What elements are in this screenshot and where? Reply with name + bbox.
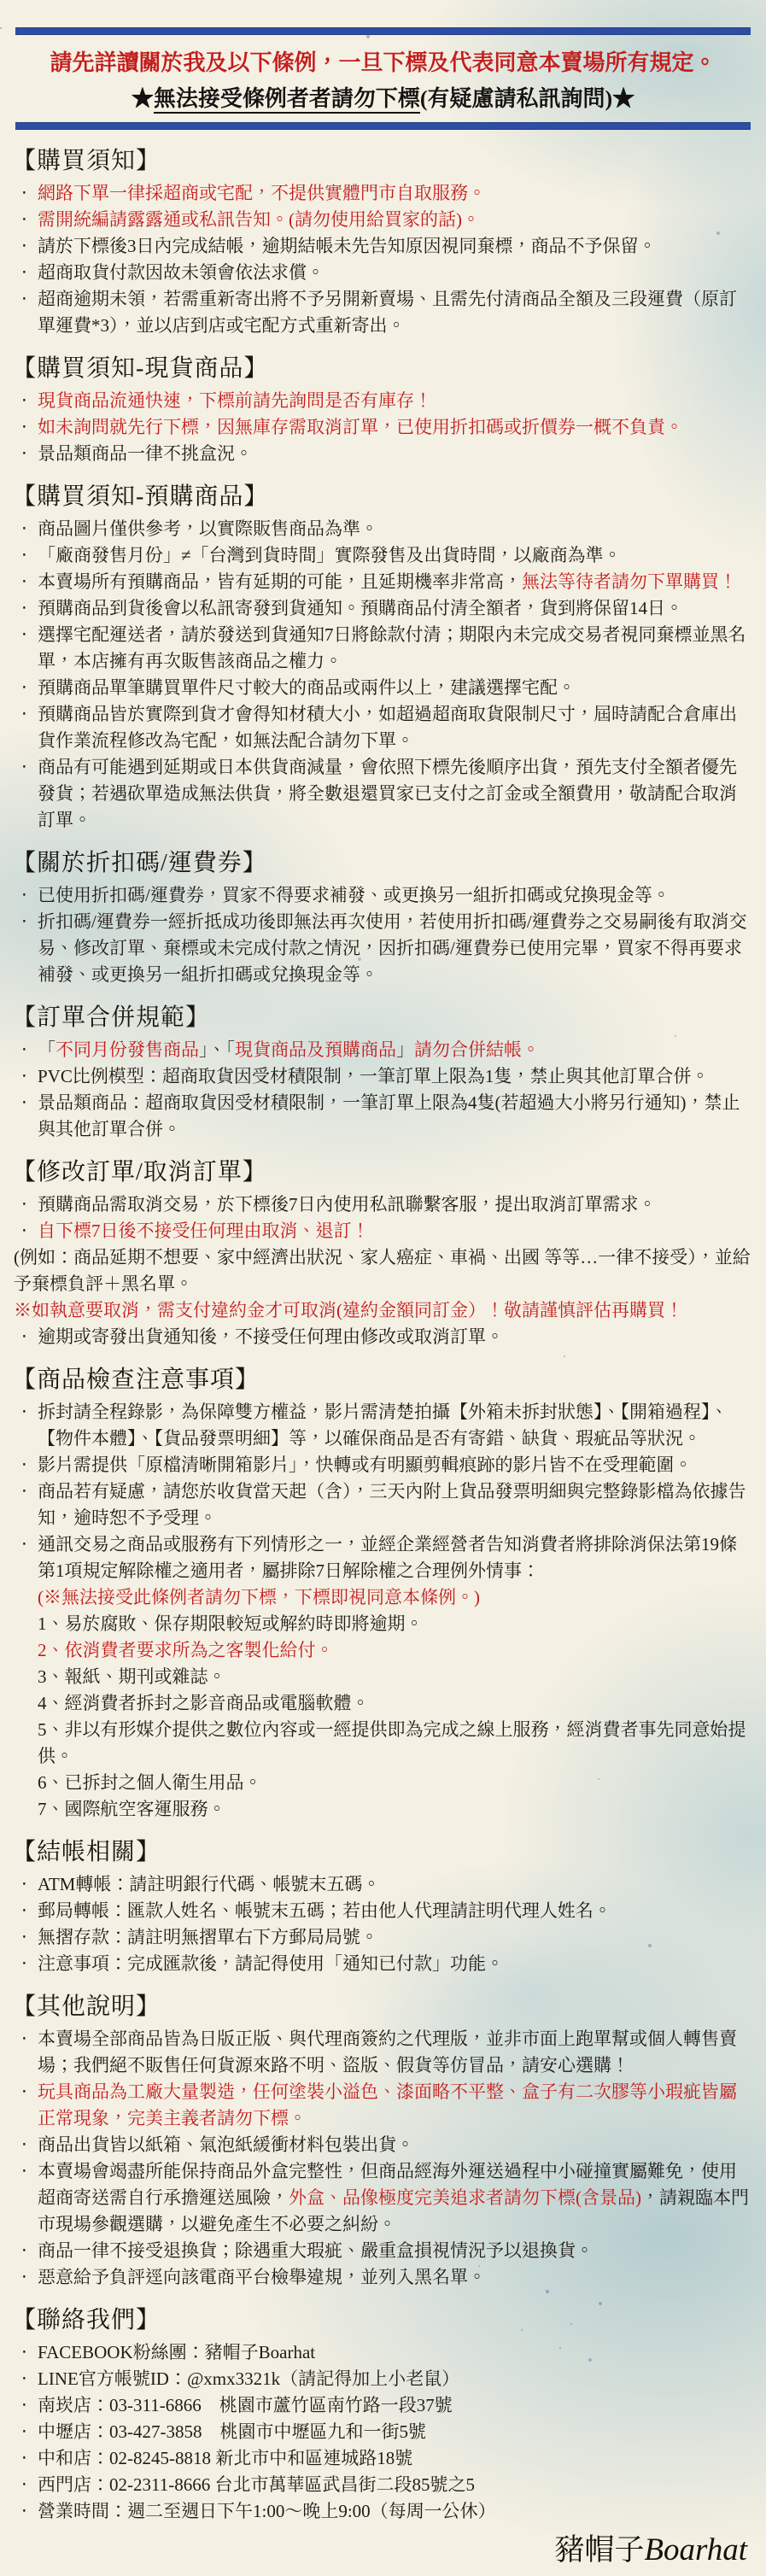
- text-segment: 需開統編請露露通或私訊告知。(請勿使用給買家的話)。: [38, 209, 480, 230]
- list-item: [12, 595, 752, 622]
- text-segment: 請於下標後3日內完成結帳，逾期結帳未先告知原因視同棄標，商品不予保留。: [38, 236, 657, 256]
- list-item: [12, 2445, 752, 2472]
- list-item: [12, 2392, 752, 2419]
- list-note: [12, 1297, 752, 1324]
- star-icon: ★: [612, 86, 635, 111]
- text-segment: 玩具商品為工廠大量製造，任何塗裝小溢色、漆面略不平整、盒子有二次膠等小瑕疵皆屬正常現象，完美主義者請勿下標。: [38, 2081, 737, 2128]
- bullet-dot-icon: ‧: [21, 209, 27, 230]
- text-segment: 現貨商品及預購商品: [235, 1039, 396, 1060]
- list-item: [12, 1063, 752, 1090]
- list-note: [12, 1244, 752, 1297]
- text-segment: 現貨商品流通快速，下標前請先詢問是否有庫存！: [38, 390, 432, 411]
- text-segment: 注意事項：完成匯款後，請記得使用「通知已付款」功能。: [38, 1953, 504, 1974]
- section-title: 【關於折扣碼/運費券】: [12, 850, 267, 876]
- list-item: [12, 207, 752, 233]
- list-item: [12, 1951, 752, 1977]
- text-segment: 」、「: [199, 1039, 235, 1060]
- text-segment: 本賣場全部商品皆為日版正版、與代理商簽約之代理版，並非市面上跑單幫或個人轉售賣場；我們絕不販售任何貨源來路不明、盜版、假貨等仿冒品，請安心選購！: [38, 2029, 737, 2075]
- list-note: [12, 1717, 752, 1770]
- bullet-dot-icon: ‧: [21, 236, 27, 256]
- text-segment: 西門店：02-2311-8666 台北市萬華區武昌街二段85號之5: [38, 2474, 475, 2495]
- terms-section: [12, 1153, 752, 1350]
- list-note: [12, 1770, 752, 1796]
- bullet-dot-icon: ‧: [21, 757, 27, 777]
- text-segment: ATM轉帳：請註明銀行代碼、帳號末五碼。: [38, 1874, 381, 1894]
- list-item: [12, 1037, 752, 1063]
- list-note: [12, 1690, 752, 1717]
- bullet-dot-icon: ‧: [21, 2134, 27, 2155]
- terms-section: [12, 1361, 752, 1823]
- bullet-dot-icon: ‧: [21, 2395, 27, 2415]
- bullet-dot-icon: ‧: [21, 2368, 27, 2389]
- bullet-dot-icon: ‧: [21, 289, 27, 309]
- list-item: [12, 1399, 752, 1452]
- text-segment: 商品一律不接受退換貨；除遇重大瑕疵、嚴重盒損視情況予以退換貨。: [38, 2240, 594, 2261]
- section-title: 【修改訂單/取消訂單】: [12, 1159, 267, 1186]
- bullet-dot-icon: ‧: [21, 571, 27, 592]
- text-segment: 中和店：02-8245-8818 新北市中和區連城路18號: [38, 2448, 413, 2468]
- section-title: 【購買須知】: [12, 148, 161, 174]
- list-item: [12, 286, 752, 339]
- text-segment: 商品出貨皆以紙箱、氣泡紙緩衝材料包裝出貨。: [38, 2134, 414, 2155]
- bullet-dot-icon: ‧: [21, 183, 27, 203]
- bullet-dot-icon: ‧: [21, 1092, 27, 1113]
- text-segment: 請勿合併結帳。: [414, 1039, 540, 1060]
- bullet-dot-icon: ‧: [21, 704, 27, 724]
- list-item: [12, 2264, 752, 2291]
- bullet-dot-icon: ‧: [21, 911, 27, 932]
- list-item: [12, 2366, 752, 2392]
- bullet-dot-icon: ‧: [21, 2161, 27, 2181]
- star-icon: ★: [131, 86, 154, 111]
- notice-underlined-text: 無法接受條例者者請勿下標: [154, 86, 420, 114]
- watercolor-speckles: [0, 27, 2, 29]
- text-segment: 南崁店：03-311-6866 桃園市蘆竹區南竹路一段37號: [38, 2395, 453, 2415]
- list-item: [12, 2026, 752, 2079]
- list-item: [12, 516, 752, 542]
- list-item: [12, 701, 752, 754]
- bullet-dot-icon: ‧: [21, 624, 27, 645]
- bullet-dot-icon: ‧: [21, 417, 27, 437]
- bullet-dot-icon: ‧: [21, 2267, 27, 2287]
- bullet-dot-icon: ‧: [21, 2421, 27, 2442]
- bullet-dot-icon: ‧: [21, 1534, 27, 1554]
- terms-section: [12, 1988, 752, 2291]
- text-segment: 本賣場會竭盡所能保持商品外盒完整性，但商品經海外運送過程中小碰撞實屬難免，使用超商寄送需自行承擔運送風險，: [38, 2161, 737, 2208]
- terms-section: [12, 844, 752, 988]
- text-segment: 外盒、品像極度完美追求者請勿下標(含景品): [289, 2187, 641, 2208]
- list-item: [12, 1452, 752, 1478]
- text-segment: 3、報紙、期刊或雜誌。: [38, 1666, 226, 1687]
- list-note: [12, 1637, 752, 1664]
- bullet-dot-icon: ‧: [21, 443, 27, 464]
- bullet-dot-icon: ‧: [21, 677, 27, 698]
- text-segment: 預購商品到貨後會以私訊寄發到貨通知。預購商品付清全額者，貨到將保留14日。: [38, 598, 683, 618]
- list-item: [12, 1191, 752, 1218]
- text-segment: 」: [396, 1039, 414, 1060]
- bullet-dot-icon: ‧: [21, 1039, 27, 1060]
- list-item: [12, 622, 752, 675]
- section-title: 【購買須知-現貨商品】: [12, 355, 269, 382]
- list-note: [12, 1584, 752, 1611]
- text-segment: LINE官方帳號ID：@xmx3321k（請記得加上小老鼠）: [38, 2368, 460, 2389]
- bullet-dot-icon: ‧: [21, 545, 27, 565]
- bullet-dot-icon: ‧: [21, 598, 27, 618]
- text-segment: 商品圖片僅供參考，以實際販售商品為準。: [38, 518, 378, 539]
- text-segment: 7、國際航空客運服務。: [38, 1799, 226, 1819]
- text-segment: 預購商品皆於實際到貨才會得知材積大小，如超過超商取貨限制尺寸，屆時請配合倉庫出貨作業流程修改為宅配，如無法配合請勿下單。: [38, 704, 737, 751]
- bullet-dot-icon: ‧: [21, 1326, 27, 1347]
- text-segment: 無摺存款：請註明無摺單右下方郵局局號。: [38, 1927, 378, 1947]
- list-item: [12, 260, 752, 286]
- list-item: [12, 882, 752, 909]
- text-segment: FACEBOOK粉絲團：豬帽子Boarhat: [38, 2342, 316, 2362]
- text-segment: 影片需提供「原檔清晰開箱影片」，快轉或有明顯剪輯痕跡的影片皆不在受理範圍。: [38, 1455, 693, 1475]
- text-segment: 本賣場所有預購商品，皆有延期的可能，且延期機率非常高，: [38, 571, 522, 592]
- bullet-dot-icon: ‧: [21, 390, 27, 411]
- text-segment: 郵局轉帳：匯款人姓名、帳號末五碼；若由他人代理請註明代理人姓名。: [38, 1900, 611, 1921]
- text-segment: 自下標7日後不接受任何理由取消、退訂！: [38, 1221, 370, 1241]
- text-segment: (例如：商品延期不想要、家中經濟出狀況、家人癌症、車禍、出國 等等…一律不接受），並給予棄標負評＋黑名單。: [14, 1247, 751, 1294]
- shop-name-latin: Boarhat: [644, 2532, 747, 2567]
- list-item: [12, 1871, 752, 1898]
- list-item: [12, 414, 752, 441]
- list-item: [12, 2079, 752, 2132]
- section-title: 【購買須知-預購商品】: [12, 483, 269, 510]
- bullet-dot-icon: ‧: [21, 2474, 27, 2495]
- bullet-dot-icon: ‧: [21, 1927, 27, 1947]
- bullet-dot-icon: ‧: [21, 1874, 27, 1894]
- list-item: [12, 1924, 752, 1951]
- text-segment: 拆封請全程錄影，為保障雙方權益，影片需清楚拍攝【外箱未拆封狀態】、【開箱過程】、【物件本體】、【貨品發票明細】等，以確保商品是否有寄錯、缺貨、瑕疵品等狀況。: [38, 1402, 728, 1449]
- text-segment: 1、易於腐敗、保存期限較短或解約時即將逾期。: [38, 1613, 424, 1634]
- text-segment: 景品類商品一律不挑盒況。: [38, 443, 253, 464]
- list-item: [12, 1898, 752, 1924]
- list-item: [12, 1324, 752, 1350]
- text-segment: 選擇宅配運送者，請於發送到貨通知7日將餘款付清；期限內未完成交易者視同棄標並黑名單，本店擁有再次販售該商品之權力。: [38, 624, 746, 671]
- list-item: [12, 2238, 752, 2264]
- text-segment: 2、依消費者要求所為之客製化給付。: [38, 1640, 334, 1660]
- bullet-dot-icon: ‧: [21, 1221, 27, 1241]
- list-item: [12, 675, 752, 701]
- text-segment: 5、非以有形媒介提供之數位內容或一經提供即為完成之線上服務，經消費者事先同意始提供。: [38, 1719, 746, 1766]
- list-item: [12, 2158, 752, 2238]
- text-segment: PVC比例模型：超商取貨因受材積限制，一筆訂單上限為1隻，禁止與其他訂單合併。: [38, 1066, 710, 1086]
- section-title: 【結帳相關】: [12, 1839, 161, 1865]
- bullet-dot-icon: ‧: [21, 518, 27, 539]
- text-segment: 超商取貨付款因故未領會依法求償。: [38, 262, 325, 283]
- shop-signature: [554, 2526, 747, 2569]
- bullet-dot-icon: ‧: [21, 1953, 27, 1974]
- text-segment: 無法等待者請勿下單購買！: [522, 571, 737, 592]
- list-item: [12, 233, 752, 260]
- list-note: [12, 1611, 752, 1637]
- text-segment: 網路下單一律採超商或宅配，不提供實體門市自取服務。: [38, 183, 486, 203]
- text-segment: 商品有可能遇到延期或日本供貨商減量，會依照下標先後順序出貨，預先支付全額者優先發貨；若遇砍單造成無法供貨，將全數退還買家已支付之訂金或全額費用，敬請配合取消訂單。: [38, 757, 737, 830]
- terms-sections: [0, 130, 766, 2576]
- bullet-dot-icon: ‧: [21, 1481, 27, 1502]
- list-item: [12, 388, 752, 414]
- list-item: [12, 1090, 752, 1143]
- section-title: 【其他說明】: [12, 1993, 161, 2020]
- bullet-dot-icon: ‧: [21, 2448, 27, 2468]
- text-segment: (※無法接受此條例者請勿下標，下標即視同意本條例。): [38, 1587, 480, 1607]
- list-item: [12, 909, 752, 988]
- terms-section: [12, 477, 752, 834]
- text-segment: 6、已拆封之個人衛生用品。: [38, 1772, 262, 1793]
- bullet-dot-icon: ‧: [21, 1194, 27, 1215]
- text-segment: 如未詢問就先行下標，因無庫存需取消訂單，已使用折扣碼或折價券一概不負責。: [38, 417, 683, 437]
- bullet-dot-icon: ‧: [21, 2342, 27, 2362]
- text-segment: 預購商品需取消交易，於下標後7日內使用私訊聯繫客服，提出取消訂單需求。: [38, 1194, 657, 1215]
- bottom-divider-line: [15, 122, 751, 130]
- text-segment: 逾期或寄發出貨通知後，不接受任何理由修改或取消訂單。: [38, 1326, 504, 1347]
- text-segment: 不同月份發售商品: [56, 1039, 199, 1060]
- bullet-dot-icon: ‧: [21, 1455, 27, 1475]
- text-segment: 營業時間：週二至週日下午1:00～晚上9:00（每周一公休）: [38, 2501, 496, 2521]
- section-title: 【聯絡我們】: [12, 2307, 161, 2333]
- notice-headline-warning: [20, 85, 746, 114]
- text-segment: 景品類商品：超商取貨因受材積限制，一筆訂單上限為4隻(若超過大小將另行通知)，禁止與其他訂單合併。: [38, 1092, 740, 1139]
- shop-name-cjk: 豬帽子: [554, 2533, 645, 2567]
- text-segment: 「廠商發售月份」≠「台灣到貨時間」實際發售及出貨時間，以廠商為準。: [38, 545, 622, 565]
- bullet-dot-icon: ‧: [21, 1066, 27, 1086]
- text-segment: 中壢店：03-427-3858 桃園市中壢區九和一街5號: [38, 2421, 426, 2442]
- list-note: [12, 1796, 752, 1823]
- list-item: [12, 2339, 752, 2366]
- text-segment: ※如執意要取消，需支付違約金才可取消(違約金額同訂金）！敬請謹慎評估再購買！: [14, 1300, 683, 1320]
- list-item: [12, 1478, 752, 1531]
- text-segment: 超商逾期未領，若需重新寄出將不予另開新賣場、且需先付清商品全額及三段運費（原訂單運費*3），並以店到店或宅配方式重新寄出。: [38, 289, 737, 336]
- terms-section: [12, 2301, 752, 2525]
- bullet-dot-icon: ‧: [21, 1402, 27, 1422]
- list-item: [12, 441, 752, 467]
- text-segment: 4、經消費者拆封之影音商品或電腦軟體。: [38, 1693, 370, 1713]
- notice-headline-red: 請先詳讀關於我及以下條例，一旦下標及代表同意本賣場所有規定。: [50, 50, 716, 75]
- list-item: [12, 2132, 752, 2158]
- section-title: 【商品檢查注意事項】: [12, 1367, 260, 1393]
- bullet-dot-icon: ‧: [21, 2240, 27, 2261]
- list-item: [12, 180, 752, 207]
- list-item: [12, 1531, 752, 1584]
- list-item: [12, 569, 752, 595]
- terms-section: [12, 998, 752, 1143]
- list-item: [12, 2498, 752, 2525]
- text-segment: 惡意給予負評逕向該電商平台檢舉違規，並列入黑名單。: [38, 2267, 486, 2287]
- text-segment: 「: [38, 1039, 56, 1060]
- list-item: [12, 542, 752, 569]
- bullet-dot-icon: ‧: [21, 1900, 27, 1921]
- text-segment: 已使用折扣碼/運費券，買家不得要求補發、或更換另一組折扣碼或兌換現金等。: [38, 885, 670, 905]
- section-title: 【訂單合併規範】: [12, 1004, 211, 1031]
- text-segment: 預購商品單筆購買單件尺寸較大的商品或兩件以上，建議選擇宅配。: [38, 677, 576, 698]
- list-item: [12, 2419, 752, 2445]
- bullet-dot-icon: ‧: [21, 885, 27, 905]
- bullet-dot-icon: ‧: [21, 2081, 27, 2102]
- terms-section: [12, 349, 752, 467]
- bullet-dot-icon: ‧: [21, 2029, 27, 2049]
- notice-rest-text: (有疑慮請私訊詢問): [419, 86, 613, 111]
- top-divider-line: [15, 27, 751, 35]
- list-note: [12, 1664, 752, 1690]
- bullet-dot-icon: ‧: [21, 262, 27, 283]
- terms-section: [12, 1833, 752, 1977]
- text-segment: 折扣碼/運費券一經折抵成功後即無法再次使用，若使用折扣碼/運費券之交易嗣後有取消交易、修改訂單、棄標或未完成付款之情況，因折扣碼/運費券已使用完畢，買家不得再要求補發、或更換另一組折扣碼或兌換現金等。: [38, 911, 747, 985]
- list-item: [12, 1218, 752, 1244]
- text-segment: 通訊交易之商品或服務有下列情形之一，並經企業經營者告知消費者將排除消保法第19條第1項規定解除權之適用者，屬排除7日解除權之合理例外情事：: [38, 1534, 737, 1581]
- bullet-dot-icon: ‧: [21, 2501, 27, 2521]
- list-item: [12, 2472, 752, 2498]
- text-segment: ，請親臨本門市現場參觀選購，以避免產生不必要之糾紛。: [38, 2187, 749, 2234]
- text-segment: 商品若有疑慮，請您於收貨當天起（含），三天內附上貨品發票明細與完整錄影檔為依據告知，逾時恕不予受理。: [38, 1481, 746, 1528]
- terms-section: [12, 142, 752, 339]
- list-item: [12, 754, 752, 834]
